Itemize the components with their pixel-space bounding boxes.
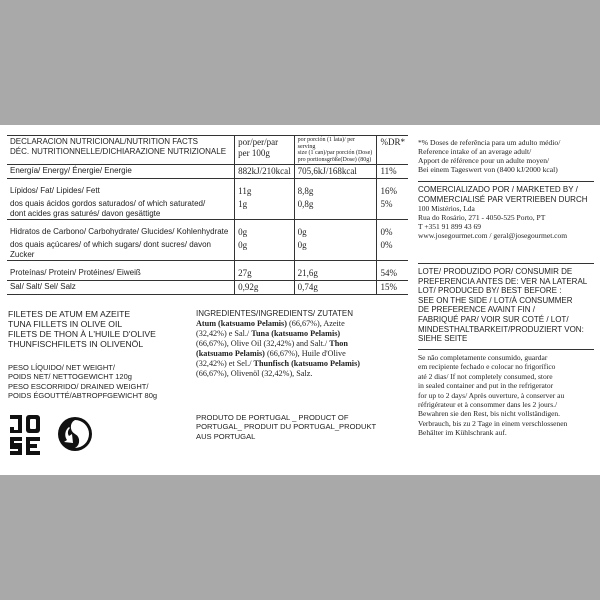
storage-line2: em recipiente fechado e colocar no frigorífico [418, 362, 556, 372]
sugars-serving: 0g [294, 239, 377, 261]
energy-label: Energía/ Energy/ Énergie/ Energie [7, 165, 235, 179]
product-name-block [8, 309, 156, 350]
salt-label: Sal/ Salt/ Sel/ Salz [7, 280, 235, 294]
reference-line2: Reference intake of an average adult/ [418, 147, 532, 157]
saturated-row [7, 198, 408, 220]
energy-per100: 882kJ/210kcal [235, 165, 295, 179]
nutrition-title-line1: DECLARACION NUTRICIONAL/NUTRITION FACTS [10, 137, 199, 146]
ingredient-tuna-fr-species: (katsuamo Pelamis) [196, 348, 265, 358]
fat-label: Lípidos/ Fat/ Lipides/ Fett [7, 185, 235, 198]
sugars-label: dos quais açúcares/ of which sugars/ dont sucres/ davon Zucker [7, 239, 235, 261]
storage-line3: até 2 dias/ If not completely consumed, store [418, 371, 553, 381]
saturated-label [7, 198, 235, 220]
storage-line7: Bewahren sie den Rest, bis nicht vollständigen. [418, 409, 561, 419]
company-rule [418, 263, 594, 264]
storage-line4: in sealed container and put in the refrigerator [418, 381, 554, 391]
ingredients-block [196, 309, 360, 379]
fat-row [7, 185, 408, 198]
ingredients-line1 [196, 319, 360, 329]
saturated-serving: 0,8g [294, 198, 377, 220]
table-top-rule [7, 135, 408, 136]
product-name-fr: FILETS DE THON À L'HUILE D'OLIVE [8, 329, 156, 340]
ingredient-text: (66,67%), Olive Oil (32,42%) and Salt./ [196, 338, 330, 348]
lot-line6: FABRIQUÉ PAR/ VOIR SUR COTÉ / LOT/ [418, 314, 569, 324]
lot-block [418, 267, 594, 344]
company-web: www.josegourmet.com / geral@josegourmet.com [418, 231, 568, 241]
fat-dr: 16% [380, 186, 397, 197]
product-name-de: THUNFISCHFILETS IN OLIVENÖL [8, 339, 144, 350]
reference-rule [418, 181, 594, 182]
jose-logo-icon [8, 413, 42, 457]
storage-line5: for up to 2 days/ Après ouverture, à conserver au [418, 390, 565, 400]
company-name: 100 Mistérios, Lda [418, 204, 475, 214]
nutrition-header-row [7, 136, 408, 165]
ingredient-text: (32,42%) et Sel./ [196, 358, 254, 368]
reference-intake-block [418, 138, 594, 174]
company-address: Rua do Rosário, 271 - 4050-525 Porto, PT [418, 213, 546, 223]
storage-line6: réfrigérateur et à consommer dans les 2 jours./ [418, 399, 558, 409]
saturated-label-line2: dont acides gras saturés/ davon gesättigte [10, 208, 161, 218]
company-line1: COMERCIALIZADO POR / MARKETED BY / [418, 185, 578, 194]
ingredients-title: INGREDIENTES/INGREDIENTS/ ZUTATEN [196, 309, 354, 318]
company-block [418, 185, 594, 240]
storage-line1: Se não completamente consumido, guardar [418, 353, 548, 362]
reference-line1: *% Doses de referência para um adulto médio/ [418, 138, 561, 147]
serving-header-line3: pro portionsgröße(Dose) (80g) [297, 156, 372, 163]
ingredient-text: (66,67%), Azeite [286, 318, 345, 328]
weights-block [8, 363, 157, 401]
product-name-pt: FILETES DE ATUM EM AZEITE [8, 309, 131, 319]
lot-line1: LOTE/ PRODUZIDO POR/ CONSUMIR DE [418, 267, 573, 276]
carbs-per100: 0g [235, 226, 295, 239]
dr-header: %DR* [377, 136, 408, 165]
storage-line8: Verbrauch, bis zu 2 Tage in einem verschlossenen [418, 418, 568, 428]
net-weight-line2: POIDS NET/ NETTOGEWICHT 120g [8, 372, 132, 382]
company-line2: COMMERCIALISÉ PAR VERTRIEBEN DURCH [418, 194, 588, 204]
sugars-row [7, 239, 408, 261]
storage-line9: Behälter im Kühlschrank auf. [418, 428, 507, 437]
fat-serving: 8,8g [294, 185, 377, 198]
origin-block [196, 413, 376, 441]
energy-dr: 11% [377, 165, 408, 179]
protein-per100: 27g [235, 267, 295, 280]
per100-header-line1: por/per/par [238, 137, 279, 147]
storage-block [418, 353, 594, 437]
ingredients-line3 [196, 339, 360, 349]
ingredient-tuna-fr: Thon [329, 338, 348, 348]
origin-line1: PRODUTO DE PORTUGAL _ PRODUCT OF [196, 413, 349, 422]
reference-line3: Apport de référence pour un adulte moyen/ [418, 156, 550, 166]
carbs-row [7, 226, 408, 239]
drained-weight-line1: PESO ESCORRIDO/ DRAINED WEIGHT/ [8, 381, 149, 391]
protein-serving: 21,6g [294, 267, 377, 280]
origin-line2: PORTUGAL_ PRODUIT DU PORTUGAL_PRODUKT [196, 422, 377, 432]
ingredients-line2 [196, 329, 360, 339]
lot-line5: DE PREFERENCE AVAINT FIN / [418, 305, 535, 315]
serving-header-line2: size (1 can)/par porción (Dose) [297, 150, 373, 157]
salt-row [7, 280, 408, 294]
product-name-en: TUNA FILLETS IN OLIVE OIL [8, 319, 123, 330]
ingredient-tuna-pt: Atum (katsuamo Pelamis) [196, 318, 287, 328]
sugars-dr: 0% [377, 239, 408, 261]
origin-line3: AUS PORTUGAL [196, 431, 256, 441]
serving-header-line1: por porción (1 lata)/ per serving [297, 137, 355, 150]
ingredient-tuna-en: Tuna (katsuamo Pelamis) [251, 328, 341, 338]
lot-line4: SEE ON THE SIDE / LOT/À CONSUMMER [418, 295, 573, 305]
lot-line7: MINDESTHALTBARKEIT/PRODUZIERT VON: [418, 324, 584, 334]
salt-serving: 0,74g [294, 280, 377, 294]
ingredient-tuna-de: Thunfisch (katsuamo Pelamis) [253, 358, 360, 368]
carbs-label: Hidratos de Carbono/ Carbohydrate/ Glucides/ Kohlenhydrate [7, 226, 235, 239]
ingredient-text: (66,67%), Huile d'Olive [264, 348, 346, 358]
sugars-per100: 0g [235, 239, 295, 261]
lot-rule [418, 349, 594, 350]
salt-per100: 0,92g [235, 280, 295, 294]
ingredient-text: (32,42%) e Sal./ [196, 328, 252, 338]
company-phone: T +351 91 899 43 69 [418, 222, 482, 232]
net-weight-line1: PESO LÍQUIDO/ NET WEIGHT/ [8, 363, 115, 372]
reference-line4: Bei einem Tageswert von (8400 kJ/2000 kcal) [418, 165, 558, 175]
energy-row [7, 165, 408, 179]
salt-dr: 15% [377, 280, 408, 294]
saturated-per100: 1g [235, 198, 295, 220]
protein-dr: 54% [377, 267, 408, 280]
protein-label: Proteínas/ Protein/ Protéines/ Eiweiß [7, 267, 235, 280]
fat-per100: 11g [235, 185, 295, 198]
nutrition-table [7, 136, 408, 295]
per100-header [235, 136, 295, 165]
recycle-icon [56, 415, 94, 453]
carbs-dr: 0% [380, 227, 393, 238]
ingredients-line5 [196, 359, 360, 369]
saturated-label-line1: dos quais ácidos gordos saturados/ of which saturated/ [10, 198, 206, 208]
carbs-serving: 0g [294, 226, 377, 239]
per100-header-line2: per 100g [238, 147, 270, 158]
serving-header [294, 136, 377, 165]
lot-line8: SIEHE SEITE [418, 334, 468, 344]
lot-line2: PREFERENCIA ANTES DE: VER NA LATERAL [418, 276, 588, 286]
saturated-dr: 5% [377, 198, 408, 220]
ingredients-line6: (66,67%), Olivenöl (32,42%), Salz. [196, 368, 313, 378]
ingredients-line4 [196, 349, 360, 359]
nutrition-title-line2: DÉC. NUTRITIONNELLE/DICHIARAZIONE NUTRIZIONALE [10, 146, 227, 156]
energy-serving: 705,6kJ/168kcal [294, 165, 377, 179]
protein-row [7, 267, 408, 280]
drained-weight-line2: POIDS ÉGOUTTÉ/ABTROPFGEWICHT 80g [8, 391, 158, 401]
nutrition-title-cell [7, 136, 235, 165]
lot-line3: LOT/ PRODUCED BY/ BEST BEFORE : [418, 286, 562, 296]
